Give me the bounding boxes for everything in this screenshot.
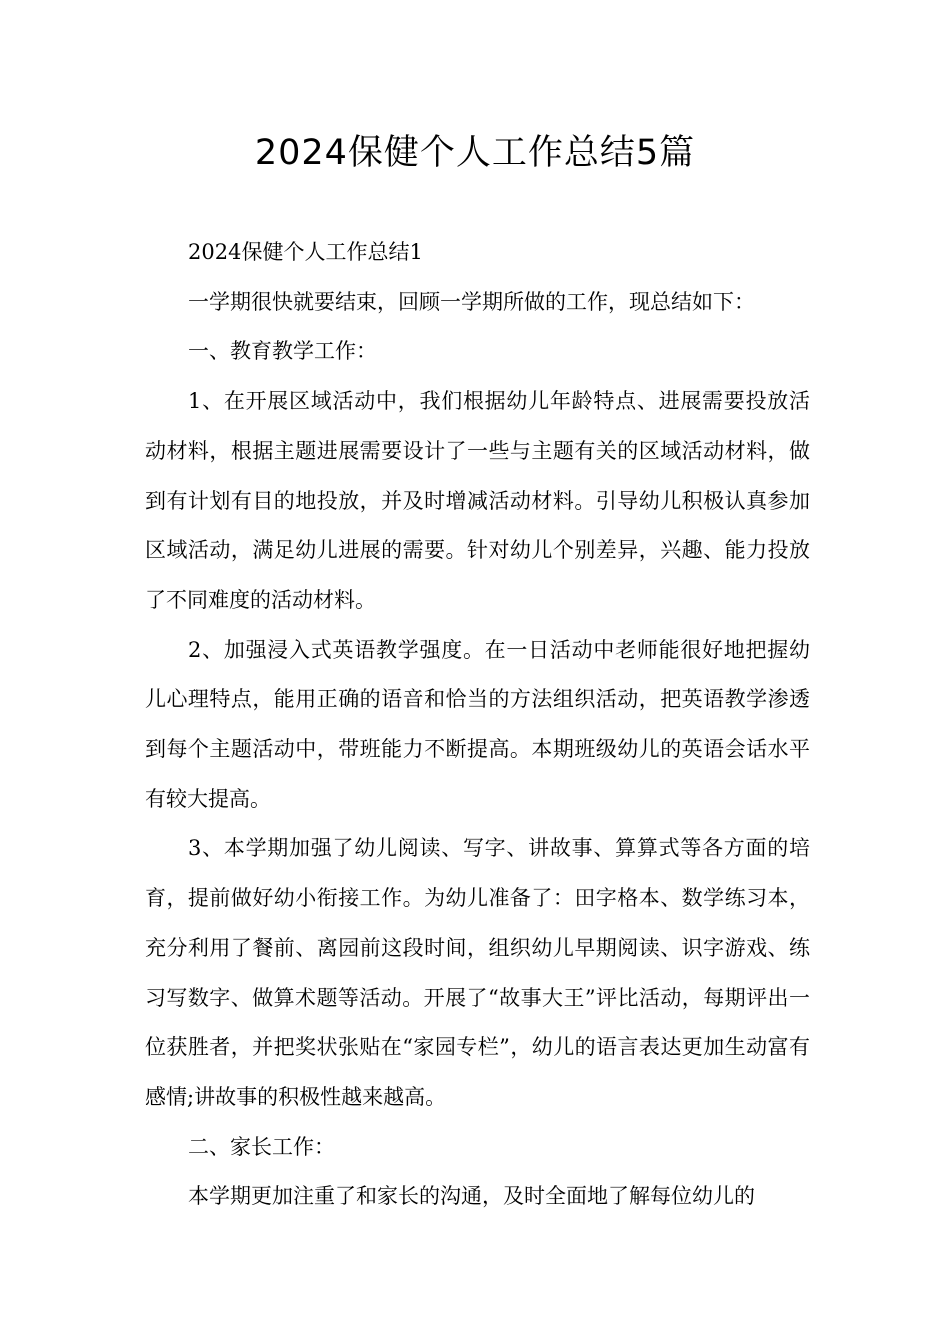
section-heading-parents: 二、家长工作： xyxy=(188,1134,335,1159)
paragraph-item-2: 2、加强浸入式英语教学强度。在一日活动中老师能很好地把握幼儿心理特点，能用正确的语音和恰当的方法组织活动，把英语教学渗透到每个主题活动中，带班能力不断提高。本期班级幼儿的英语会话水平有较大提高。 xyxy=(145,637,810,811)
document-body xyxy=(145,228,810,1222)
paragraph-item-1: 1、在开展区域活动中，我们根据幼儿年龄特点、进展需要投放活动材料，根据主题进展需要设计了一些与主题有关的区域活动材料，做到有计划有目的地投放，并及时增减活动材料。引导幼儿积极认真参加区域活动，满足幼儿进展的需要。针对幼儿个别差异，兴趣、能力投放了不同难度的活动材料。 xyxy=(145,389,810,612)
paragraph-subtitle: 2024保健个人工作总结1 xyxy=(188,240,423,264)
section-heading-teaching: 一、教育教学工作： xyxy=(188,339,377,364)
document-title: 2024保健个人工作总结5篇 xyxy=(254,133,696,173)
paragraph-parents: 本学期更加注重了和家长的沟通，及时全面地了解每位幼儿的 xyxy=(188,1184,755,1209)
paragraph-item-3: 3、本学期加强了幼儿阅读、写字、讲故事、算算式等各方面的培育，提前做好幼小衔接工作。为幼儿准备了：田字格本、数学练习本，充分利用了餐前、离园前这段时间，组织幼儿早期阅读、识字游戏、练习写数字、做算术题等活动。开展了“故事大王”评比活动，每期评出一位获胜者，并把奖状张贴在“家园专栏”，幼儿的语言表达更加生动富有感情;讲故事的积极性越来越高。 xyxy=(145,836,810,1109)
paragraph-intro: 一学期很快就要结束，回顾一学期所做的工作，现总结如下： xyxy=(188,289,755,314)
